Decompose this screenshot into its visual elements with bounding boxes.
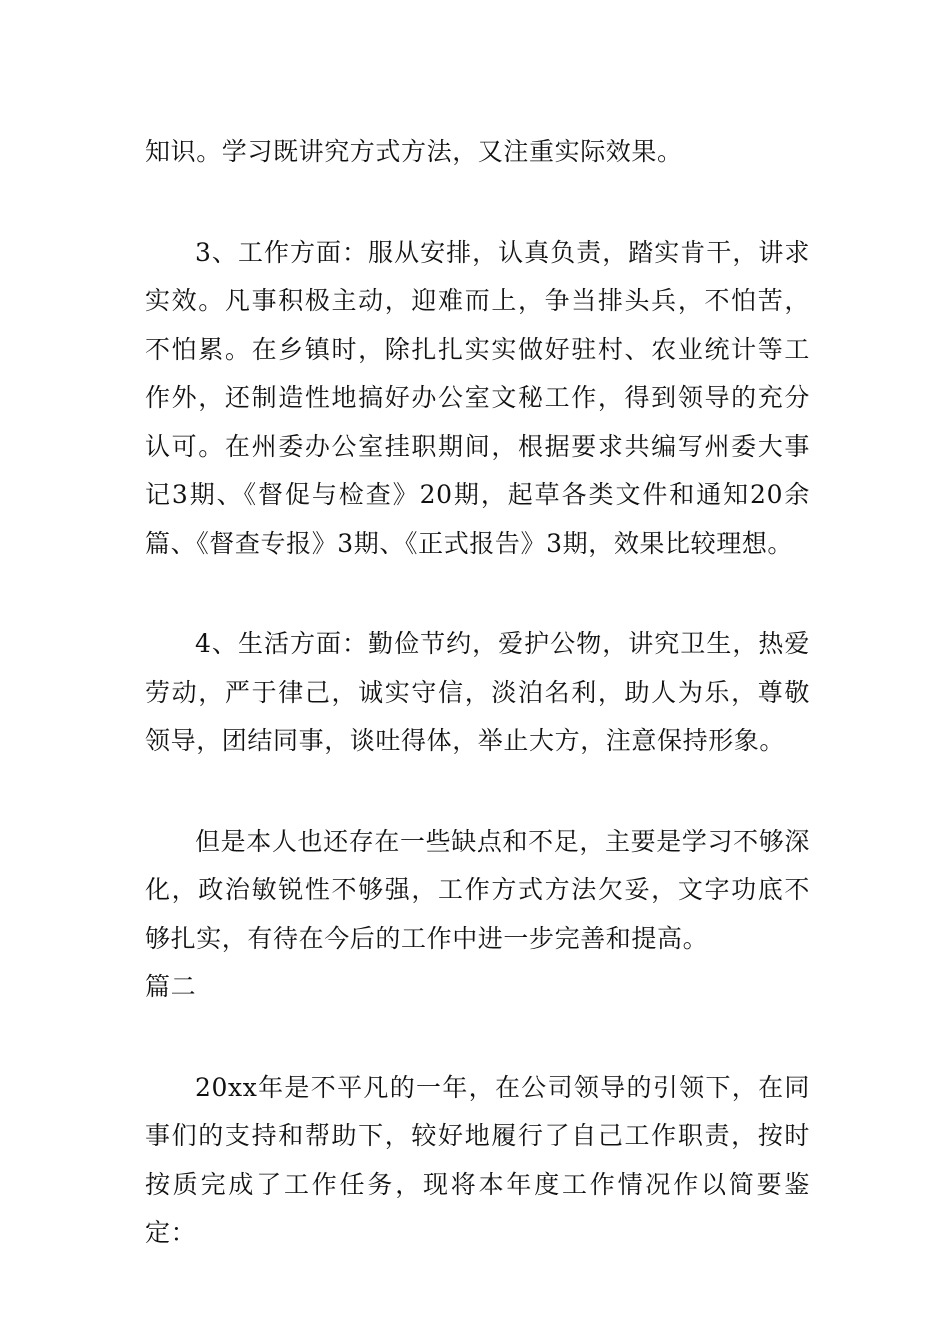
paragraph-work: 3、工作方面：服从安排，认真负责，踏实肯干，讲求实效。凡事积极主动，迎难而上，争当排头兵，不怕苦，不怕累。在乡镇时，除扎扎实实做好驻村、农业统计等工作外，还制造性地搞好办公室文秘工作，得到领导的充分认可。在州委办公室挂职期间，根据要求共编写州委大事记3期、《督促与检查》20期，起草各类文件和通知20余篇、《督查专报》3期、《正式报告》3期，效果比较理想。 <box>145 237 810 558</box>
paragraph-intro: 20xx年是不平凡的一年，在公司领导的引领下，在同事们的支持和帮助下，较好地履行了自己工作职责，按时按质完成了工作任务，现将本年度工作情况作以简要鉴定： <box>145 1072 810 1247</box>
section-heading: 篇二 <box>145 972 197 1001</box>
document-body <box>145 128 810 1258</box>
paragraph-shortcomings: 但是本人也还存在一些缺点和不足，主要是学习不够深化，政治敏锐性不够强，工作方式方法欠妥，文字功底不够扎实，有待在今后的工作中进一步完善和提高。 <box>145 826 810 953</box>
paragraph-continuation: 知识。学习既讲究方式方法，又注重实际效果。 <box>145 137 683 166</box>
paragraph-life: 4、生活方面：勤俭节约，爱护公物，讲究卫生，热爱劳动，严于律己，诚实守信，淡泊名利，助人为乐，尊敬领导，团结同事，谈吐得体，举止大方，注意保持形象。 <box>145 629 810 755</box>
